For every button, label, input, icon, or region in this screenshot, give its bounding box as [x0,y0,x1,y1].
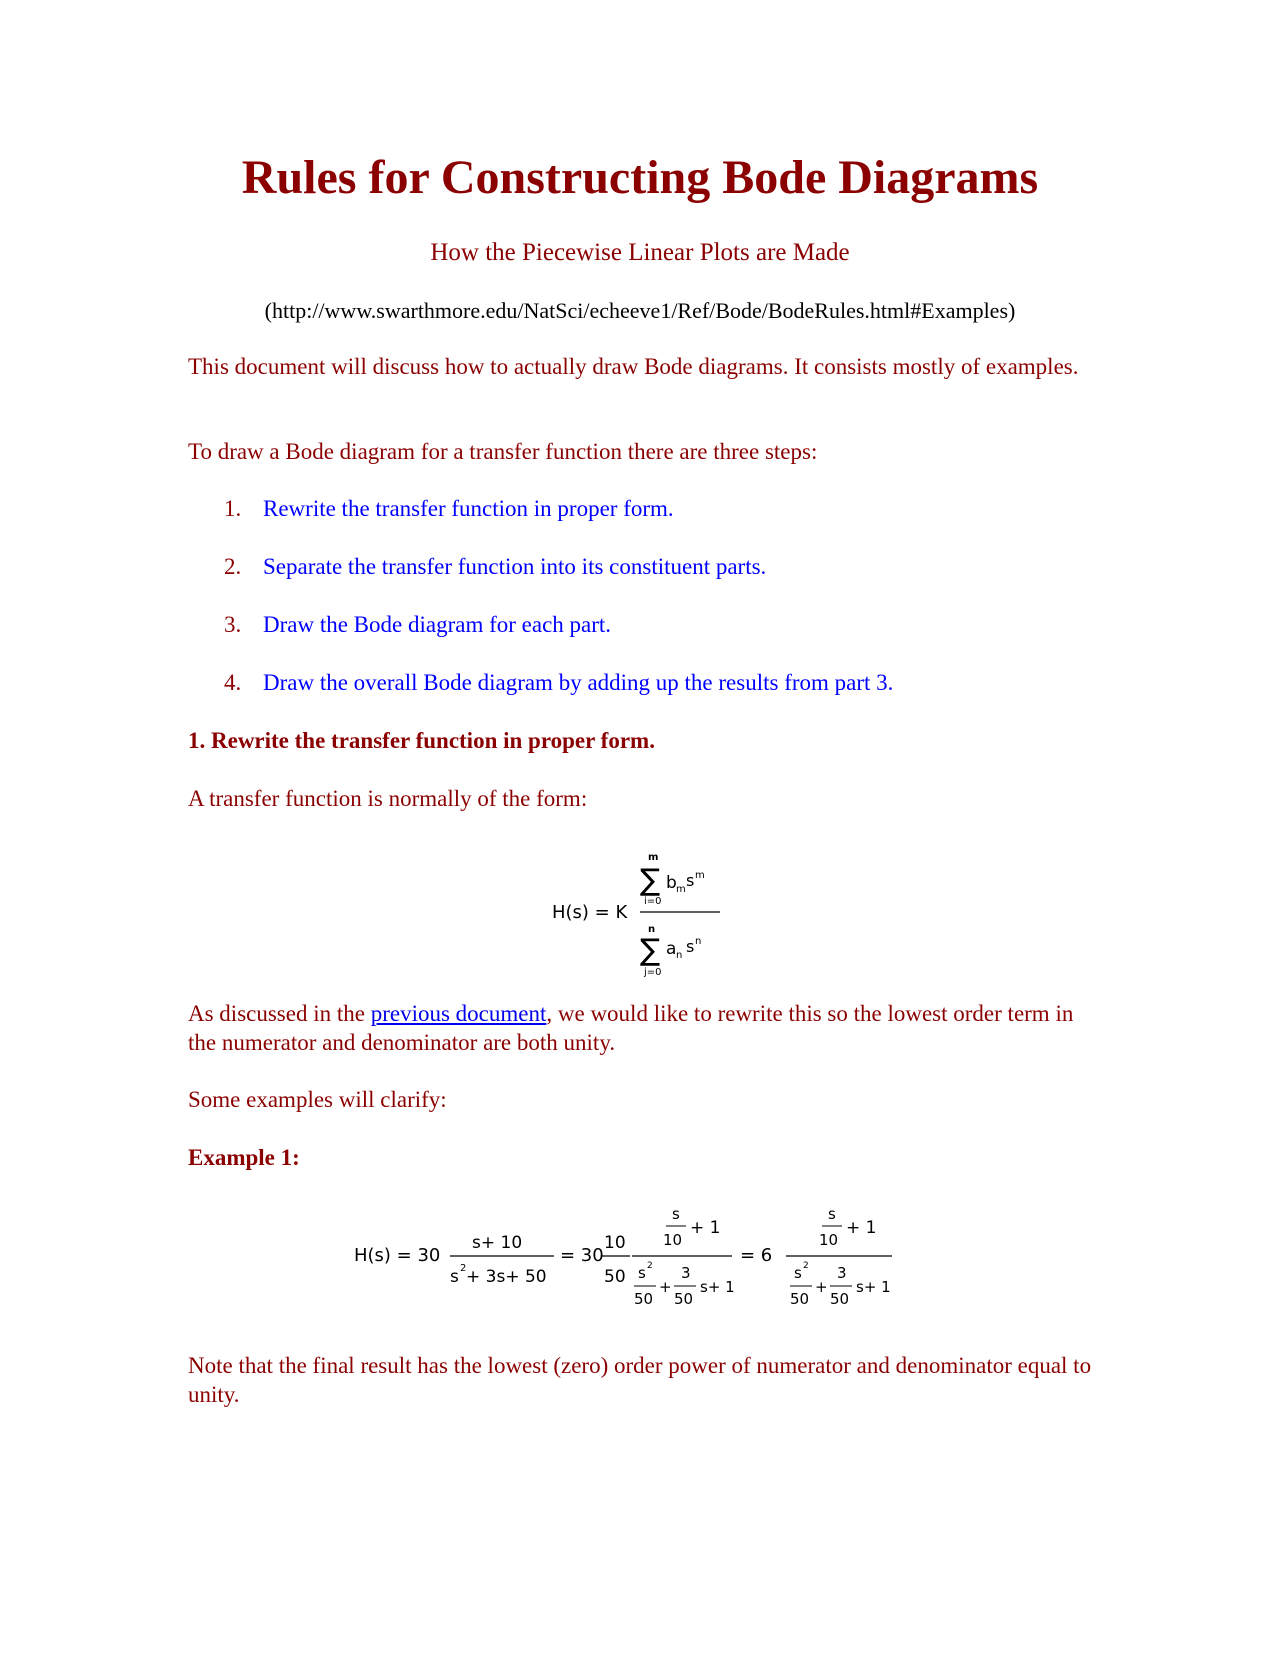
plus-sign: + [659,1278,672,1296]
examples-intro: Some examples will clarify: [188,1087,447,1112]
denominator-tail: s+ 1 [856,1278,891,1296]
list-item: Separate the transfer function into its constituent parts. [263,554,767,579]
exponent: 2 [647,1261,653,1271]
list-item: Draw the overall Bode diagram by adding up the results from part 3. [263,670,894,695]
fraction-numerator: 10 [604,1233,626,1253]
example-heading: Example 1: [188,1145,300,1170]
denominator-tail: s+ 1 [700,1278,735,1296]
form-intro: A transfer function is normally of the form: [188,786,588,811]
denominator-s: s [450,1267,459,1287]
equals-coefficient: = 30 [560,1245,604,1266]
exponent: 2 [803,1261,809,1271]
list-item: Rewrite the transfer function in proper form. [263,496,674,521]
example1-equation [350,1200,920,1320]
list-item-number: 1. [224,496,242,521]
list-item-number: 3. [224,612,242,637]
plus-sign: + [815,1278,828,1296]
note-paragraph: Note that the final result has the lowest (zero) order power of numerator and denominator equal to unity. [188,1353,1092,1407]
list-item-number: 4. [224,670,242,695]
coefficient: a [666,939,677,959]
sum-lower-limit: i=0 [644,896,662,907]
plus-one: + 1 [846,1218,877,1238]
sum-upper-limit: m [648,852,659,863]
page-title: Rules for Constructing Bode Diagrams [241,151,1039,204]
previous-document-link[interactable]: previous document [370,1001,547,1026]
sigma-symbol: ∑ [640,863,661,898]
variable-s: s [686,937,695,956]
denominator-ten: 10 [819,1231,839,1249]
sum-lower-limit: j=0 [644,967,662,978]
equation-lhs: H(s) = K [552,902,628,923]
discussion-text-continued: , we would like to rewrite this so the lowest order term in the numerator and denominator are both unity. [188,1001,1074,1055]
subscript: n [676,950,683,961]
sum-upper-limit: n [648,924,656,935]
discussion-text: As discussed in the [188,1001,371,1026]
equation-lhs: H(s) = 30 [354,1245,441,1266]
exponent: n [695,936,702,947]
section-heading: 1. Rewrite the transfer function in proper form. [188,728,655,753]
fraction-denominator: 50 [604,1267,626,1287]
variable-s: s [672,1205,680,1223]
sigma-symbol: ∑ [640,933,661,968]
intro-paragraph: This document will discuss how to actually draw Bode diagrams. It consists mostly of examples. [188,354,1079,379]
denominator-ten: 10 [663,1231,683,1249]
fraction-denominator: 50 [830,1290,850,1308]
equals-coefficient: = 6 [740,1245,773,1266]
exponent: m [695,870,705,881]
fraction-denominator: 50 [790,1290,810,1308]
fraction-numerator: 3 [837,1264,847,1282]
general-transfer-function-equation [540,848,730,978]
source-url: (http://www.swarthmore.edu/NatSci/echeeve1/Ref/Bode/BodeRules.html#Examples) [264,298,1016,323]
variable-s: s [828,1205,836,1223]
variable-s: s [794,1264,802,1282]
variable-s: s [638,1264,646,1282]
fraction-denominator: 50 [674,1290,694,1308]
fraction-numerator: s+ 10 [472,1233,523,1253]
list-item-number: 2. [224,554,242,579]
coefficient: b [666,873,677,893]
discussion-paragraph [188,999,1098,1057]
exponent: 2 [460,1263,467,1274]
page-subtitle: How the Piecewise Linear Plots are Made [430,239,850,266]
denominator-terms: + 3s+ 50 [466,1267,547,1287]
fraction-numerator: 3 [681,1264,691,1282]
plus-one: + 1 [690,1218,721,1238]
steps-intro: To draw a Bode diagram for a transfer function there are three steps: [188,439,818,464]
fraction-denominator: 50 [634,1290,654,1308]
subscript: m [676,884,686,895]
list-item: Draw the Bode diagram for each part. [263,612,612,637]
variable-s: s [686,871,695,890]
